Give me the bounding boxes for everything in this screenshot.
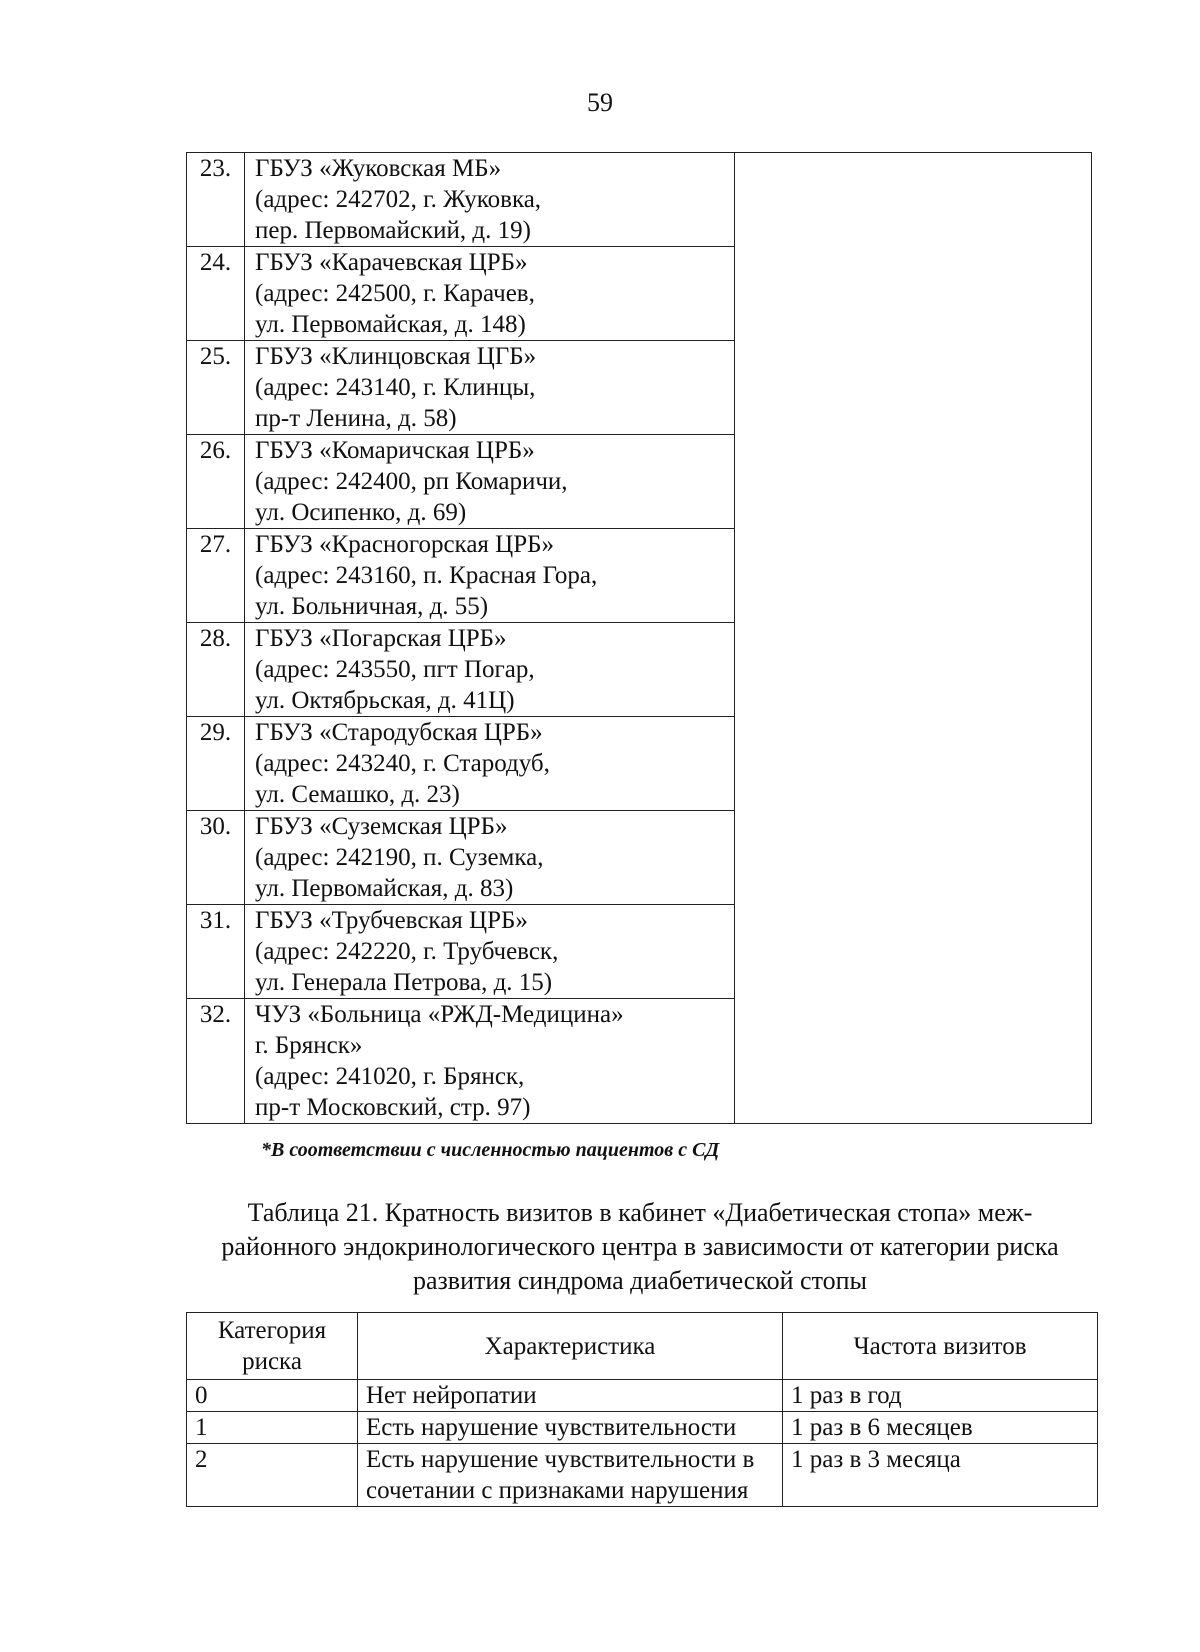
table-row [187, 153, 1092, 247]
characteristic-cell [358, 1380, 783, 1412]
row-number: 28. [187, 623, 245, 717]
institution-cell [245, 435, 735, 529]
institution-cell [245, 905, 735, 999]
frequency-cell: 1 раз в год [783, 1380, 1098, 1412]
institution-cell [245, 811, 735, 905]
merged-empty-cell [735, 153, 1092, 1124]
institution-cell [245, 529, 735, 623]
institution-street: пр-т Ленина, д. 58) [255, 405, 457, 432]
institution-street: ул. Семашко, д. 23) [255, 781, 460, 808]
header-risk-category [187, 1313, 358, 1380]
institutions-table [186, 152, 1092, 1124]
table-row [187, 1444, 1098, 1507]
footnote: *В соответствии с численностью пациентов с СД [261, 1139, 720, 1161]
row-number: 23. [187, 153, 245, 247]
institution-name: ЧУЗ «Больница «РЖД-Медицина» [255, 1001, 624, 1028]
risk-category-cell: 0 [187, 1380, 358, 1412]
institution-name: ГБУЗ «Погарская ЦРБ» [255, 625, 507, 652]
institution-name: ГБУЗ «Клинцовская ЦГБ» [255, 343, 537, 370]
institution-name: ГБУЗ «Жуковская МБ» [255, 155, 502, 182]
institution-address: (адрес: 242702, г. Жуковка, [255, 186, 542, 213]
characteristic-line: Есть нарушение чувствительности [366, 1414, 737, 1441]
caption-line: районного эндокринологического центра в зависимости от категории риска [221, 1232, 1059, 1261]
institution-street: пр-т Московский, стр. 97) [255, 1094, 531, 1121]
institution-cell [245, 999, 735, 1124]
institution-street: ул. Больничная, д. 55) [255, 593, 489, 620]
characteristic-line: Нет нейропатии [366, 1382, 537, 1409]
header-characteristic: Характеристика [358, 1313, 783, 1380]
institution-address: (адрес: 242400, рп Комаричи, [255, 468, 568, 495]
institution-address: (адрес: 243160, п. Красная Гора, [255, 562, 598, 589]
table-row [187, 1412, 1098, 1444]
institution-cell [245, 623, 735, 717]
institution-name: ГБУЗ «Суземская ЦРБ» [255, 813, 508, 840]
institution-address: (адрес: 242500, г. Карачев, [255, 280, 535, 307]
institution-city: г. Брянск» [255, 1032, 363, 1059]
row-number: 30. [187, 811, 245, 905]
characteristic-cell [358, 1412, 783, 1444]
institution-street: ул. Первомайская, д. 148) [255, 311, 526, 338]
institution-address: (адрес: 242220, г. Трубчевск, [255, 938, 559, 965]
institution-address: (адрес: 243140, г. Клинцы, [255, 374, 536, 401]
institution-street: ул. Первомайская, д. 83) [255, 875, 514, 902]
institution-name: ГБУЗ «Трубчевская ЦРБ» [255, 907, 528, 934]
institution-name: ГБУЗ «Карачевская ЦРБ» [255, 249, 528, 276]
institution-address: (адрес: 242190, п. Суземка, [255, 844, 544, 871]
institution-street: пер. Первомайский, д. 19) [255, 217, 531, 244]
institution-name: ГБУЗ «Красногорская ЦРБ» [255, 531, 554, 558]
row-number: 26. [187, 435, 245, 529]
caption-line: развития синдрома диабетической стопы [412, 1266, 867, 1295]
characteristic-line: сочетании с признаками нарушения [366, 1477, 749, 1504]
caption-line: Таблица 21. Кратность визитов в кабинет «Диабетическая стопа» меж- [247, 1198, 1033, 1227]
header-row [187, 1313, 1098, 1380]
institution-cell [245, 717, 735, 811]
row-number: 31. [187, 905, 245, 999]
row-number: 24. [187, 247, 245, 341]
header-frequency: Частота визитов [783, 1313, 1098, 1380]
header-line: Категория [217, 1317, 327, 1344]
row-number: 32. [187, 999, 245, 1124]
institution-cell [245, 153, 735, 247]
institution-street: ул. Осипенко, д. 69) [255, 499, 467, 526]
table-caption [200, 1196, 1080, 1298]
institution-cell [245, 341, 735, 435]
page-number: 59 [587, 88, 613, 117]
visit-frequency-table [186, 1312, 1098, 1507]
institution-address: (адрес: 243550, пгт Погар, [255, 656, 535, 683]
row-number: 29. [187, 717, 245, 811]
row-number: 27. [187, 529, 245, 623]
institution-street: ул. Генерала Петрова, д. 15) [255, 969, 553, 996]
frequency-cell: 1 раз в 3 месяца [783, 1444, 1098, 1507]
risk-category-cell: 2 [187, 1444, 358, 1507]
institution-address: (адрес: 241020, г. Брянск, [255, 1063, 525, 1090]
row-number: 25. [187, 341, 245, 435]
frequency-cell: 1 раз в 6 месяцев [783, 1412, 1098, 1444]
institution-address: (адрес: 243240, г. Стародуб, [255, 750, 550, 777]
institution-name: ГБУЗ «Стародубская ЦРБ» [255, 719, 543, 746]
characteristic-cell [358, 1444, 783, 1507]
characteristic-line: Есть нарушение чувствительности в [366, 1446, 755, 1473]
header-line: риска [242, 1348, 302, 1375]
risk-category-cell: 1 [187, 1412, 358, 1444]
institution-street: ул. Октябрьская, д. 41Ц) [255, 687, 515, 714]
institution-name: ГБУЗ «Комаричская ЦРБ» [255, 437, 535, 464]
institution-cell [245, 247, 735, 341]
table-row [187, 1380, 1098, 1412]
